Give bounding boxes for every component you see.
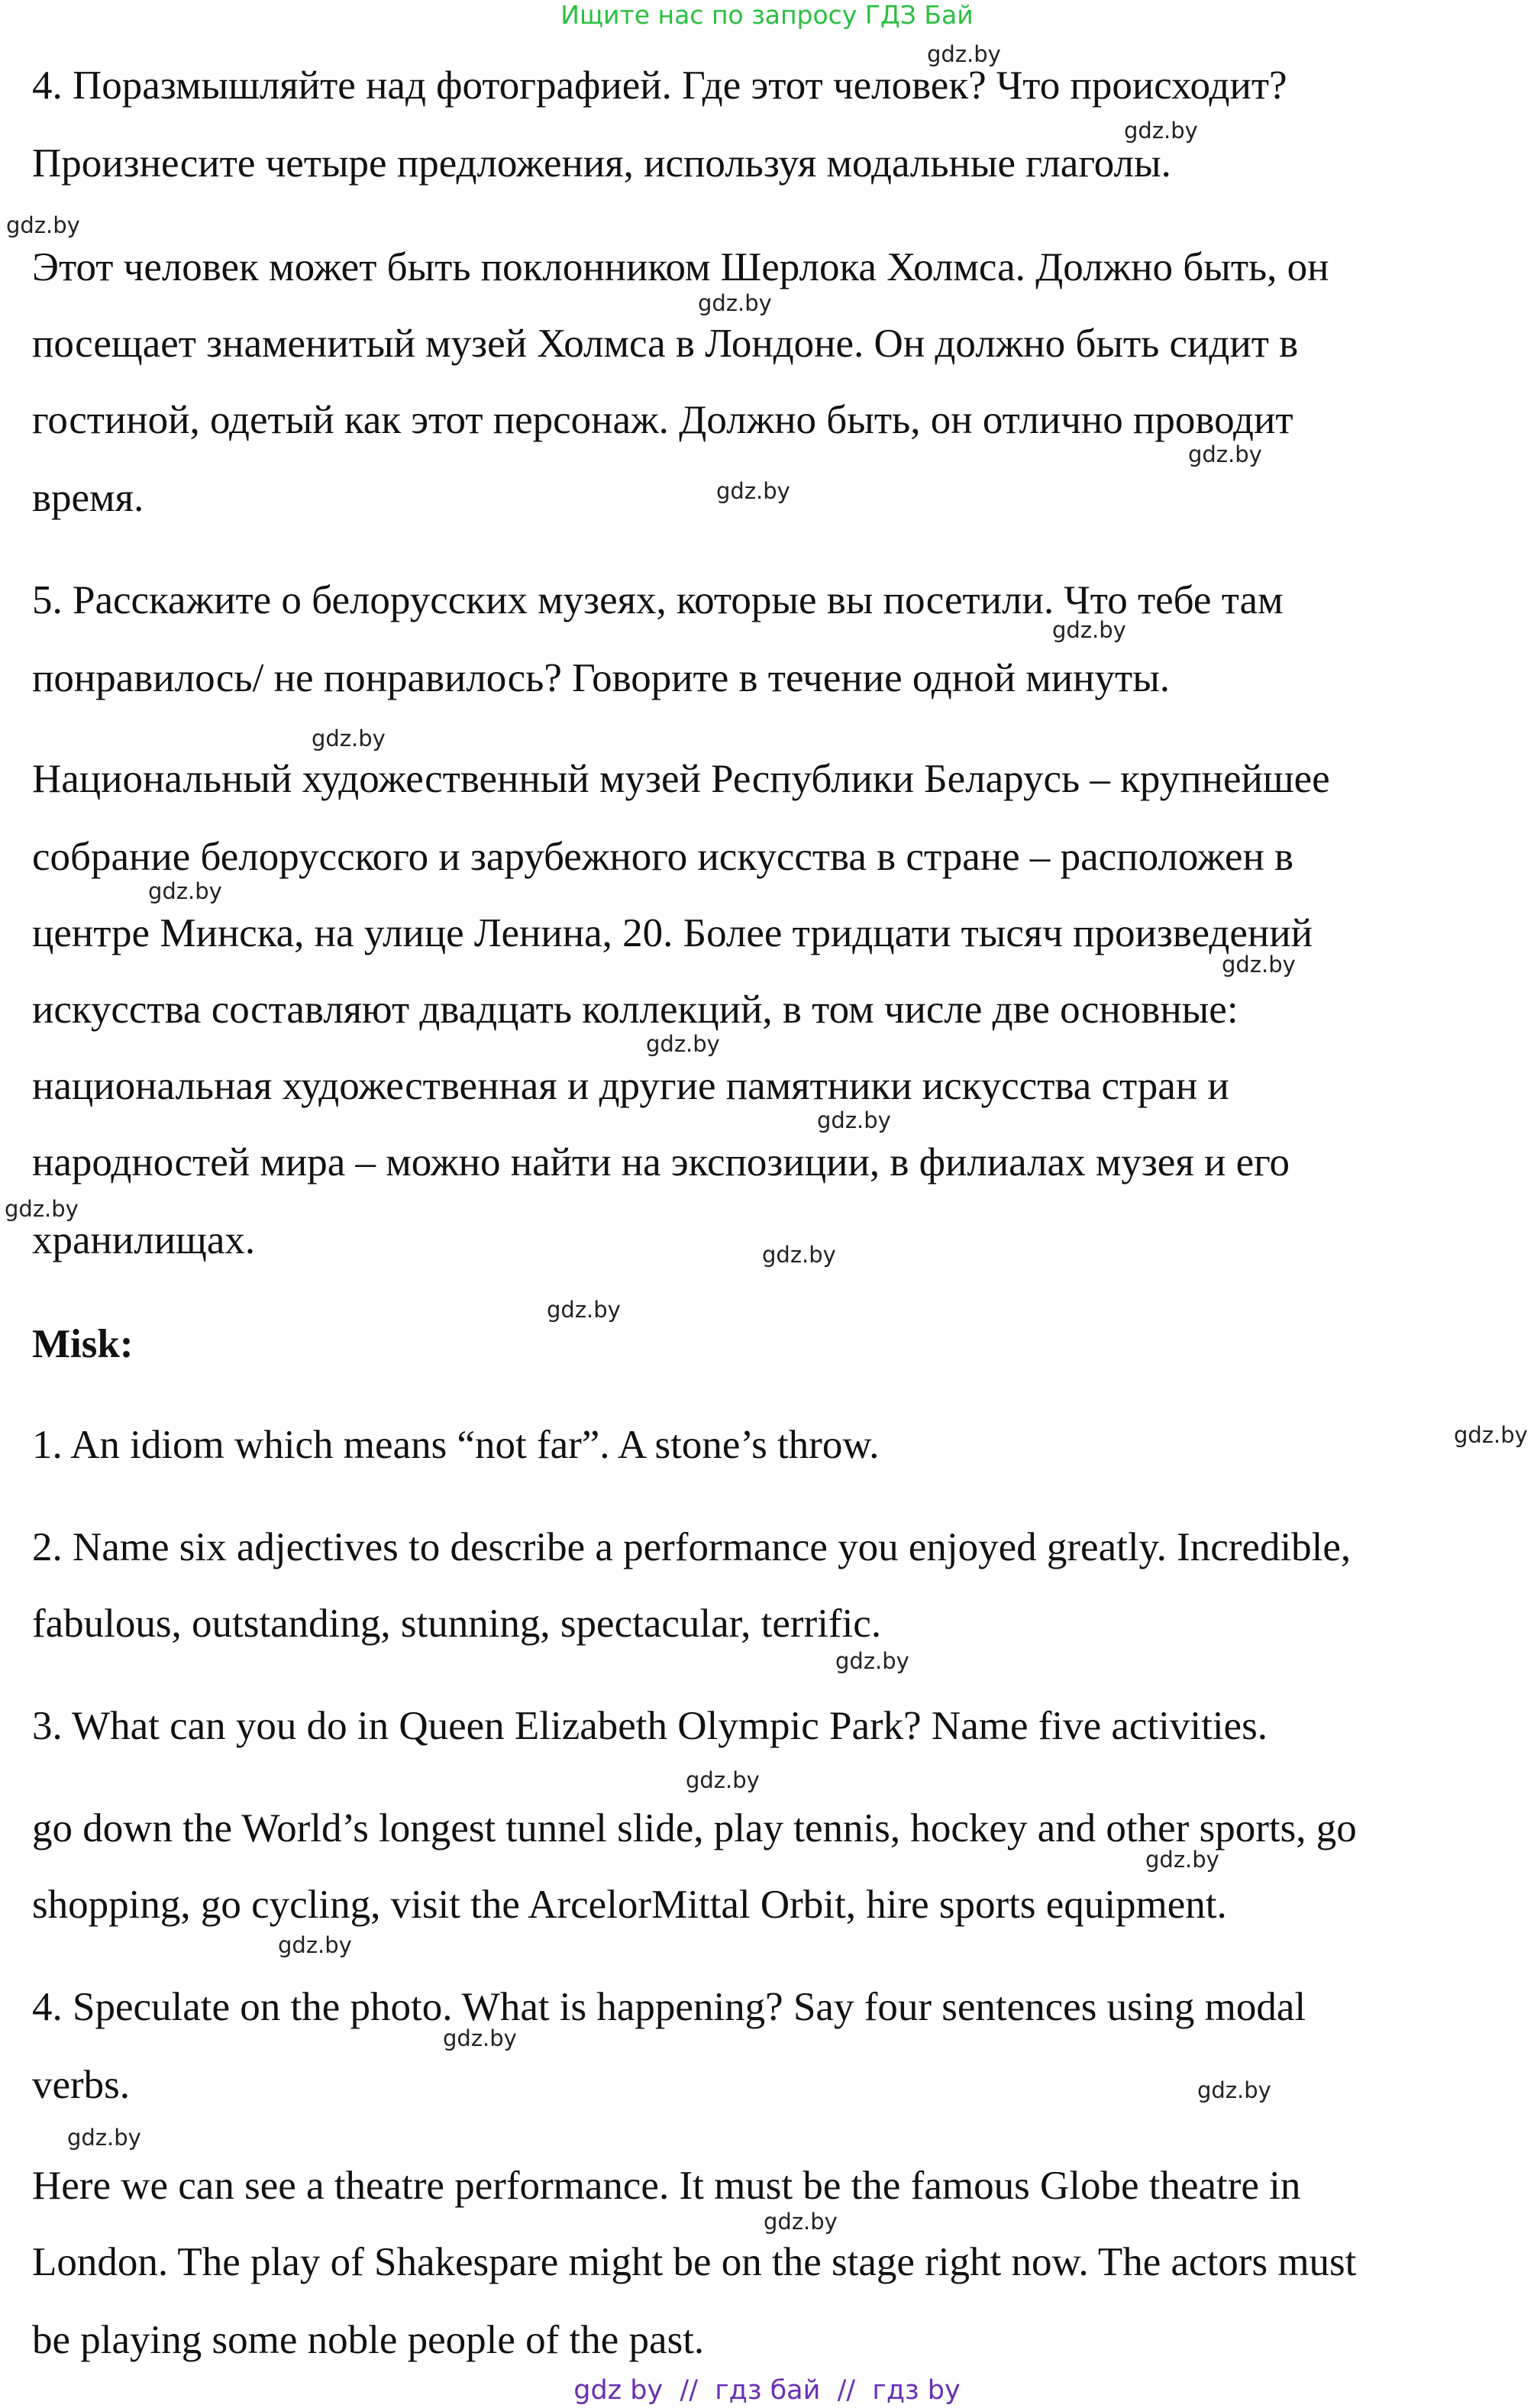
text-line: хранилищах. — [32, 1218, 256, 1262]
text-line: 5. Расскажите о белорусских музеях, которые вы посетили. Что тебе там — [32, 578, 1284, 622]
watermark: gdz.by — [817, 1107, 891, 1133]
watermark: gdz.by — [5, 1196, 79, 1222]
text-line: 4. Поразмышляйте над фотографией. Где этот человек? Что происходит? — [32, 63, 1287, 108]
text-line: 2. Name six adjectives to describe a performance you enjoyed greatly. Incredible, — [32, 1525, 1352, 1569]
watermark: gdz.by — [443, 2025, 517, 2051]
section-heading: Misk: — [32, 1322, 134, 1366]
text-line: Национальный художественный музей Республики Беларусь – крупнейшее — [32, 757, 1330, 801]
text-line: shopping, go cycling, visit the ArcelorMittal Orbit, hire sports equipment. — [32, 1883, 1227, 1927]
watermark: gdz.by — [312, 726, 386, 751]
text-line: verbs. — [32, 2063, 131, 2107]
text-line: London. The play of Shakespare might be on the stage right now. The actors must — [32, 2240, 1357, 2284]
watermark: gdz.by — [686, 1767, 760, 1793]
text-line: Произнесите четыре предложения, используя модальные глаголы. — [32, 141, 1171, 186]
watermark: gdz.by — [698, 290, 772, 316]
text-line: гостиной, одетый как этот персонаж. Должно быть, он отлично проводит — [32, 398, 1293, 442]
text-line: искусства составляют двадцать коллекций, в том числе две основные: — [32, 987, 1239, 1032]
watermark: gdz.by — [716, 478, 790, 504]
text-line: народностей мира – можно найти на экспозиции, в филиалах музея и его — [32, 1140, 1290, 1185]
text-line: 1. An idiom which means “not far”. A stone’s throw. — [32, 1423, 880, 1467]
watermark: gdz.by — [278, 1932, 352, 1958]
text-line: собрание белорусского и зарубежного искусства в стране – расположен в — [32, 835, 1294, 879]
text-line: Here we can see a theatre performance. It must be the famous Globe theatre in — [32, 2164, 1301, 2208]
watermark: gdz.by — [1124, 118, 1198, 144]
text-line: 4. Speculate on the photo. What is happening? Say four sentences using modal — [32, 1985, 1306, 2029]
watermark: gdz.by — [1052, 617, 1126, 643]
watermark: gdz.by — [646, 1031, 720, 1057]
watermark: gdz.by — [927, 41, 1001, 67]
watermark: gdz.by — [67, 2125, 141, 2151]
text-line: посещает знаменитый музей Холмса в Лондоне. Он должно быть сидит в — [32, 322, 1299, 366]
text-line: be playing some noble people of the past. — [32, 2318, 705, 2362]
watermark: gdz.by — [6, 212, 80, 238]
watermark: gdz.by — [148, 878, 222, 904]
text-line: go down the World’s longest tunnel slide, play tennis, hockey and other sports, go — [32, 1806, 1357, 1850]
text-line: 3. What can you do in Queen Elizabeth Olympic Park? Name five activities. — [32, 1704, 1268, 1748]
watermark: gdz.by — [762, 1242, 836, 1268]
text-line: центре Минска, на улице Ленина, 20. Более тридцати тысяч произведений — [32, 911, 1313, 955]
watermark: gdz.by — [1145, 1847, 1219, 1873]
watermark: gdz.by — [1188, 441, 1262, 467]
watermark: gdz.by — [835, 1648, 909, 1674]
watermark: gdz.by — [547, 1297, 621, 1323]
watermark: gdz.by — [764, 2209, 838, 2235]
text-line: национальная художественная и другие памятники искусства стран и — [32, 1064, 1229, 1108]
watermark: gdz.by — [1197, 2077, 1271, 2103]
text-line: понравилось/ не понравилось? Говорите в течение одной минуты. — [32, 656, 1171, 700]
watermark: gdz.by — [1222, 952, 1296, 978]
watermark: gdz.by — [1454, 1422, 1528, 1448]
text-line: fabulous, outstanding, stunning, spectacular, terrific. — [32, 1602, 882, 1646]
text-line: Этот человек может быть поклонником Шерлока Холмса. Должно быть, он — [32, 245, 1329, 289]
footer-links: gdz by // гдз бай // гдз by — [573, 2375, 961, 2406]
text-line: время. — [32, 476, 144, 520]
top-banner: Ищите нас по запросу ГДЗ Бай — [560, 0, 974, 30]
